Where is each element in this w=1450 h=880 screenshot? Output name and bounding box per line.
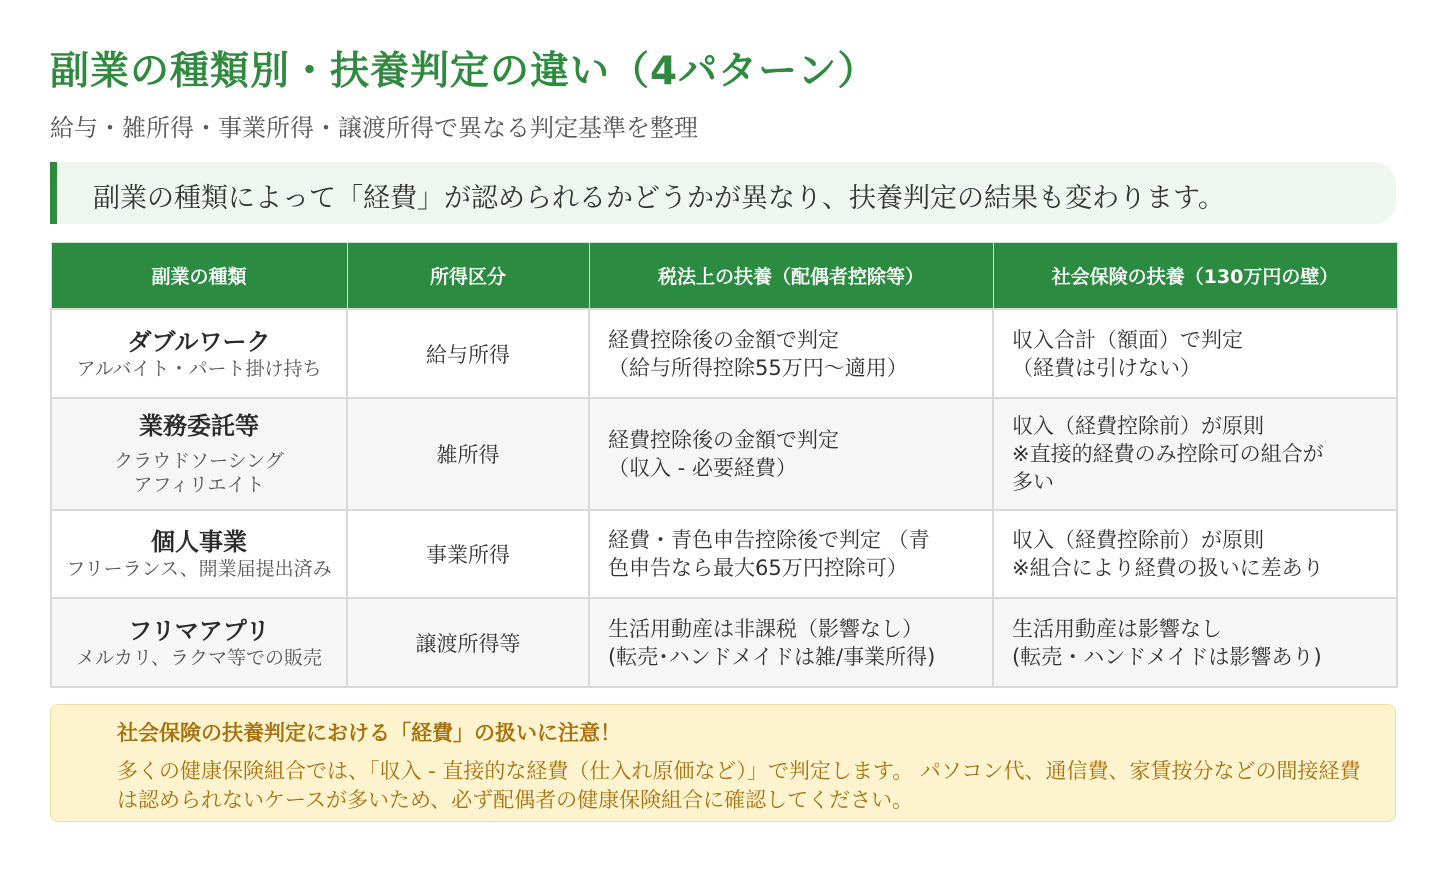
tax-dependent-cell (589, 398, 993, 510)
income-category: 雑所得 (347, 398, 589, 510)
social-rule-line: （経費は引けない） (1012, 355, 1201, 380)
social-rule-line: 収入（経費控除前）が原則 (1012, 528, 1264, 552)
tax-rule-line: 色申告なら最大65万円控除可） (608, 556, 908, 580)
header-side-job-type: 副業の種類 (51, 243, 347, 310)
table-row (51, 398, 1397, 510)
side-job-type-name: フリマアプリ (128, 616, 270, 645)
judgement-table (50, 242, 1398, 688)
side-job-type-desc: アフィリエイト (133, 474, 265, 496)
page-title: 副業の種類別・扶養判定の違い（4パターン） (50, 49, 878, 94)
summary-callout (50, 162, 1396, 224)
tax-rule-line: 経費・青色申告控除後で判定 （青 (608, 528, 930, 552)
tax-rule-line: （給与所得控除55万円〜適用） (608, 355, 908, 380)
income-category: 事業所得 (347, 510, 589, 598)
social-insurance-cell (993, 598, 1397, 687)
side-job-type-desc: クラウドソーシング (114, 450, 284, 472)
social-rule-line: (転売・ハンドメイドは影響あり) (1012, 644, 1322, 669)
social-insurance-cell (993, 510, 1397, 598)
social-rule-line: 収入合計（額面）で判定 (1012, 327, 1243, 352)
note-title: 社会保険の扶養判定における「経費」の扱いに注意！ (117, 721, 621, 745)
tax-dependent-cell (589, 309, 993, 398)
page-subtitle: 給与・雑所得・事業所得・譲渡所得で異なる判定基準を整理 (50, 114, 698, 142)
side-job-type-name: 個人事業 (151, 528, 247, 556)
tax-rule-line: 経費控除後の金額で判定 (608, 327, 839, 352)
side-job-type-cell (51, 309, 347, 398)
header-social-insurance-dependent: 社会保険の扶養（130万円の壁） (993, 243, 1397, 310)
header-income-category: 所得区分 (347, 243, 589, 310)
tax-dependent-cell (589, 510, 993, 598)
tax-rule-line: （収入 - 必要経費） (608, 456, 797, 480)
social-rule-line: 多い (1012, 470, 1054, 494)
tax-rule-line: 生活用動産は非課税（影響なし） (608, 616, 923, 641)
side-job-type-cell (51, 598, 347, 687)
table-row (51, 309, 1397, 398)
side-job-type-name: 業務委託等 (139, 412, 259, 440)
side-job-type-desc: アルバイト・パート掛け持ち (76, 357, 322, 380)
side-job-type-cell (51, 510, 347, 598)
income-category: 給与所得 (347, 309, 589, 398)
side-job-type-name: ダブルワーク (127, 327, 271, 356)
social-insurance-cell (993, 309, 1397, 398)
table-row (51, 510, 1397, 598)
social-rule-line: ※直接的経費のみ控除可の組合が (1012, 442, 1324, 466)
warning-note (50, 704, 1396, 822)
header-tax-dependent: 税法上の扶養（配偶者控除等） (589, 243, 993, 310)
side-job-type-desc: フリーランス、開業届提出済み (66, 558, 332, 580)
tax-dependent-cell (589, 598, 993, 687)
callout-text: 副業の種類によって「経費」が認められるかどうかが異なり、扶養判定の結果も変わります。 (93, 183, 1225, 214)
social-rule-line: 生活用動産は影響なし (1012, 616, 1222, 641)
side-job-type-cell (51, 398, 347, 510)
social-rule-line: ※組合により経費の扱いに差あり (1012, 556, 1324, 580)
social-insurance-cell (993, 398, 1397, 510)
table-header-row (51, 243, 1397, 310)
note-body: 多くの健康保険組合では、「収入 - 直接的な経費（仕入れ原価など）」で判定します。 パソコン代、通信費、家賃按分などの間接経費は認められないケースが多いため、必ず配偶者の健康保険組合に確認してください。 (117, 759, 1361, 812)
table-row (51, 598, 1397, 687)
tax-rule-line: 経費控除後の金額で判定 (608, 428, 839, 452)
income-category: 譲渡所得等 (347, 598, 589, 687)
social-rule-line: 収入（経費控除前）が原則 (1012, 414, 1264, 438)
tax-rule-line: (転売･ハンドメイドは雑/事業所得) (608, 644, 936, 669)
side-job-type-desc: メルカリ、ラクマ等での販売 (75, 646, 323, 669)
